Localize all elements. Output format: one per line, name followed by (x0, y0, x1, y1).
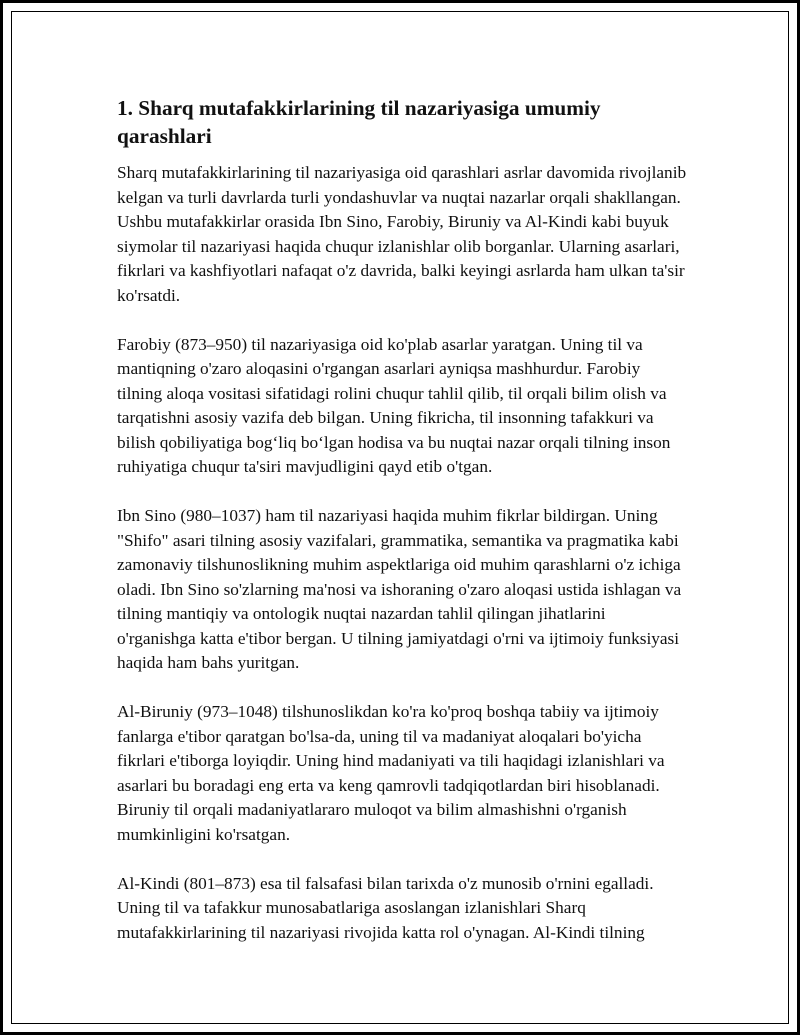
paragraph-intro: Sharq mutafakkirlarining til nazariyasiga oid qarashlari asrlar davomida rivojlanib kelgan va turli davrlarda turli yondashuvlar va nuqtai nazarlar orqali shakllangan. Ushbu mutafakkirlar orasida Ibn Sino, Farobiy, Biruniy va Al-Kindi kabi buyuk siymolar til nazariyasi haqida chuqur izlanishlar olib borganlar. Ularning asarlari, fikrlari va kashfiyotlari nafaqat o'z davrida, balki keyingi asrlarda ham ulkan ta'sir ko'rsatdi. (117, 163, 687, 305)
document-body (117, 94, 687, 970)
paragraph-farobiy: Farobiy (873–950) til nazariyasiga oid ko'plab asarlar yaratgan. Uning til va mantiqning o'zaro aloqasini o'rgangan asarlari ayniqsa mashhurdur. Farobiy tilning aloqa vositasi sifatidagi rolini chuqur tahlil qilib, til orqali bilim olish va tarqatishni asosiy vazifa deb bilgan. Uning fikricha, til insonning tafakkuri va bilish qobiliyatiga bog‘liq bo‘lgan hodisa va bu nuqtai nazar orqali tilning inson ruhiyatiga chuqur ta'siri mavjudligini qayd etib o'tgan. (117, 334, 671, 476)
paragraph-ibn-sino: Ibn Sino (980–1037) ham til nazariyasi haqida muhim fikrlar bildirgan. Uning "Shifo" asari tilning asosiy vazifalari, grammatika, semantika va pragmatika kabi zamonaviy tilshunoslikning muhim aspektlariga oid muhim qarashlarni o'z ichiga oladi. Ibn Sino so'zlarning ma'nosi va ishoraning o'zaro aloqasi ustida ishlagan va tilning mantiqiy va ontologik nuqtai nazardan tahlil qilingan jihatlarini o'rganishga katta e'tibor bergan. U tilning jamiyatdagi o'rni va ijtimoiy funksiyasi haqida ham bahs yuritgan. (117, 506, 682, 672)
section-heading: 1. Sharq mutafakkirlarining til nazariyasiga umumiy qarashlari (117, 96, 601, 148)
paragraph-al-kindi: Al-Kindi (801–873) esa til falsafasi bilan tarixda o'z munosib o'rnini egalladi. Uning til va tafakkur munosabatlariga asoslangan izlanishlari Sharq mutafakkirlarining til nazariyasi rivojida katta rol o'ynagan. Al-Kindi tilning (117, 873, 654, 942)
paragraph-biruniy: Al-Biruniy (973–1048) tilshunoslikdan ko'ra ko'proq boshqa tabiiy va ijtimoiy fanlarga e'tibor qaratgan bo'lsa-da, uning til va madaniyat aloqalari bo'yicha fikrlari e'tiborga loyiqdir. Uning hind madaniyati va tili haqidagi izlanishlari va asarlari bu boradagi eng erta va keng qamrovli tadqiqotlardan biri hisoblanadi. Biruniy til orqali madaniyatlararo muloqot va bilim almashishni o'rganish mumkinligini ko'rsatgan. (117, 702, 665, 844)
